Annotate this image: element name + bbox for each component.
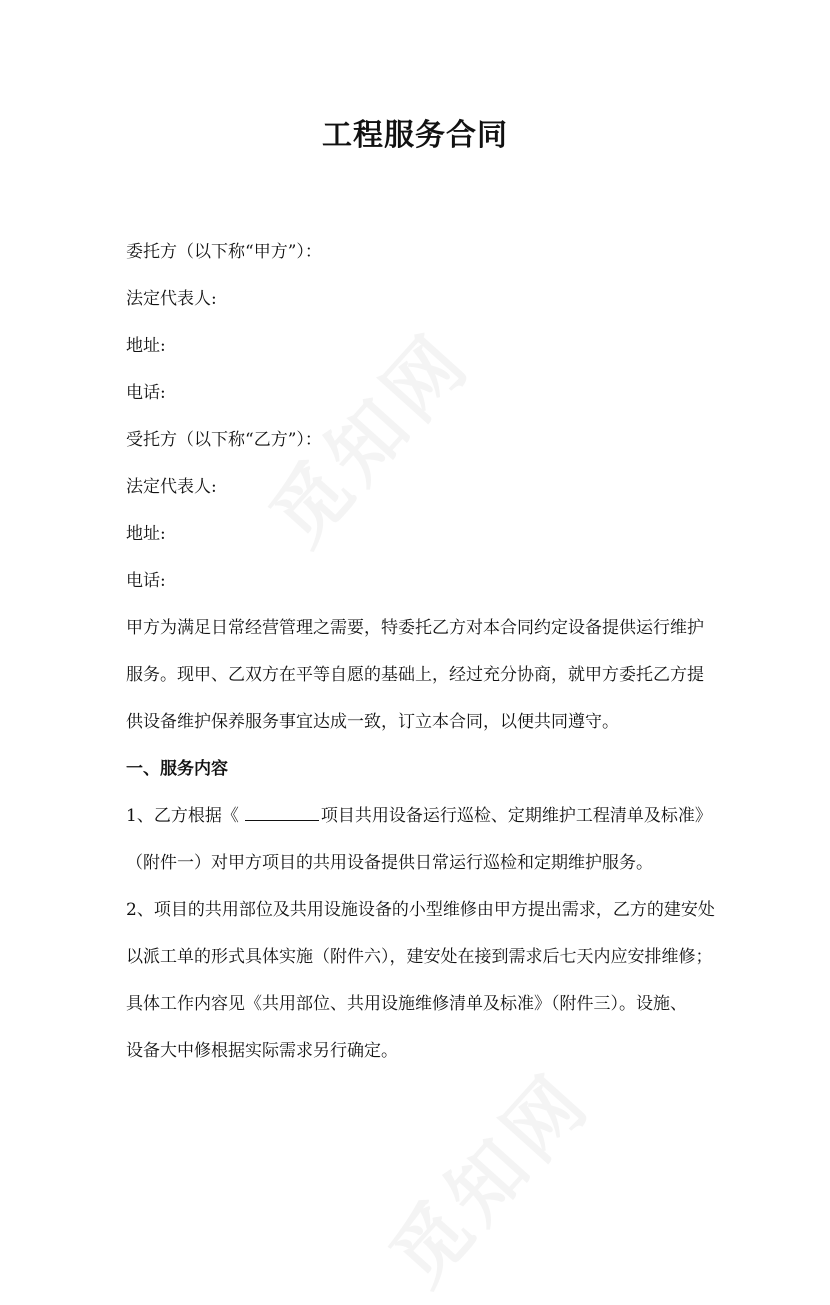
clause-2-line: 设备大中修根据实际需求另行确定。 xyxy=(126,1041,398,1061)
clause-1-line-2: （附件一）对甲方项目的共用设备提供日常运行巡检和定期维护服务。 xyxy=(126,853,653,873)
section-heading: 一、服务内容 xyxy=(126,759,228,779)
watermark xyxy=(361,1044,611,1304)
party-b-representative: 法定代表人: xyxy=(126,477,217,497)
clause-1-line xyxy=(126,804,712,828)
party-a-label: 委托方（以下称“甲方”）： xyxy=(126,242,322,262)
clause-2-line: 2、项目的共用部位及共用设施设备的小型维修由甲方提出需求，乙方的建安处 xyxy=(126,900,715,920)
party-a-representative: 法定代表人: xyxy=(126,289,217,309)
party-b-phone: 电话: xyxy=(126,571,166,591)
preamble-line: 甲方为满足日常经营管理之需要，特委托乙方对本合同约定设备提供运行维护 xyxy=(126,618,704,638)
preamble-line: 供设备维护保养服务事宜达成一致，订立本合同，以便共同遵守。 xyxy=(126,712,619,732)
preamble-line: 服务。现甲、乙双方在平等自愿的基础上，经过充分协商，就甲方委托乙方提 xyxy=(126,665,704,685)
fill-in-blank[interactable] xyxy=(245,804,319,821)
clause-1-suffix: 项目共用设备运行巡检、定期维护工程清单及标准》 xyxy=(320,806,712,826)
party-a-phone: 电话: xyxy=(126,383,166,403)
clause-2-line: 以派工单的形式具体实施（附件六），建安处在接到需求后七天内应安排维修； xyxy=(126,947,713,967)
document-title: 工程服务合同 xyxy=(322,118,508,153)
party-a-address: 地址: xyxy=(126,336,166,356)
clause-1-prefix: 1、乙方根据《 xyxy=(126,806,239,826)
party-b-label: 受托方（以下称“乙方”）： xyxy=(126,430,322,450)
party-b-address: 地址: xyxy=(126,524,166,544)
clause-2-line: 具体工作内容见《共用部位、共用设施维修清单及标准》（附件三）。设施、 xyxy=(126,994,687,1014)
